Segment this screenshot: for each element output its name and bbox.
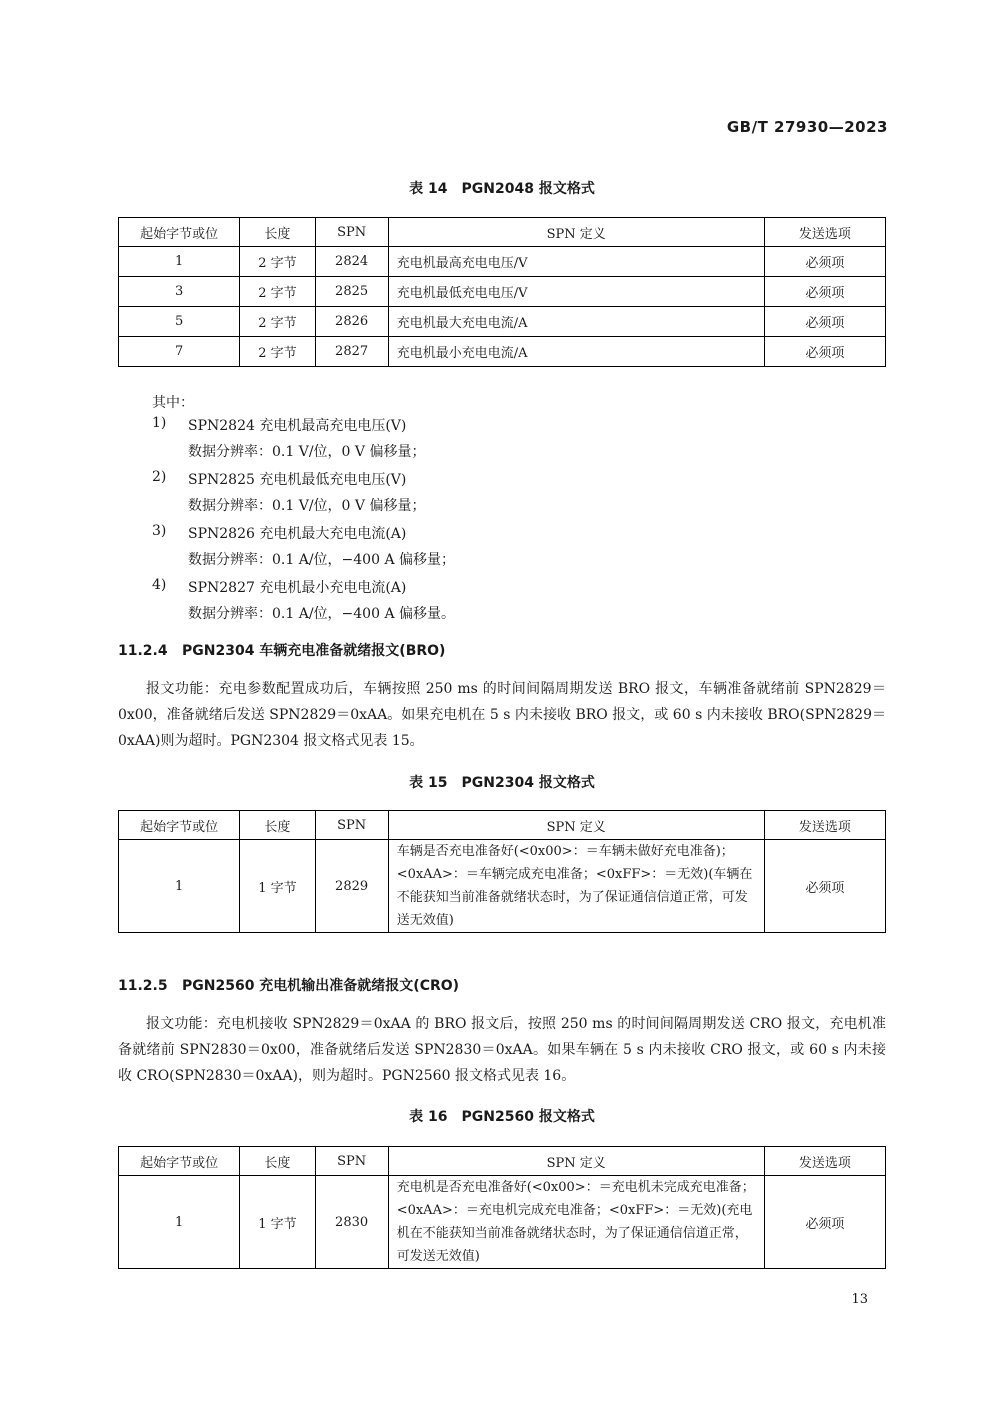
section-heading-bro: [118, 640, 445, 660]
cell-definition: 充电机最大充电电流/A: [388, 307, 764, 337]
cell-start: 1: [119, 840, 240, 933]
note-number: 2): [152, 469, 167, 485]
cell-definition: 车辆是否充电准备好(<0x00>：＝车辆未做好充电准备)；<0xAA>：＝车辆完成充电准备；<0xFF>：＝无效)(车辆在不能获知当前准备就绪状态时，为了保证通信信道正常，可发送无效值): [388, 840, 764, 933]
col-header-spn: SPN: [315, 811, 388, 840]
table-header-row: [119, 218, 886, 247]
cell-spn: 2825: [315, 277, 388, 307]
note-title: SPN2826 充电机最大充电电流(A): [188, 526, 407, 542]
col-header-start: 起始字节或位: [119, 811, 240, 840]
cell-spn: 2824: [315, 247, 388, 277]
col-header-definition: SPN 定义: [388, 811, 764, 840]
note-detail: 数据分辨率：0.1 V/位，0 V 偏移量；: [188, 444, 426, 460]
cell-option: 必须项: [764, 1176, 885, 1269]
cell-length: 1 字节: [240, 1176, 315, 1269]
cell-start: 1: [119, 1176, 240, 1269]
cell-definition: 充电机是否充电准备好(<0x00>：＝充电机未完成充电准备；<0xAA>：＝充电机完成充电准备；<0xFF>：＝无效)(充电机在不能获知当前准备就绪状态时，为了保证通信信道正常，可发送无效值): [388, 1176, 764, 1269]
section-number: 11.2.5: [118, 978, 168, 994]
section-heading-cro: [118, 975, 459, 995]
col-header-definition: SPN 定义: [388, 1147, 764, 1176]
cell-option: 必须项: [764, 277, 885, 307]
note-title: SPN2827 充电机最小充电电流(A): [188, 580, 407, 596]
cell-option: 必须项: [764, 337, 885, 367]
note-detail: 数据分辨率：0.1 A/位，−400 A 偏移量；: [188, 552, 456, 568]
cro-paragraph: 报文功能：充电机接收 SPN2829＝0xAA 的 BRO 报文后，按照 250 ms 的时间间隔周期发送 CRO 报文，充电机准备就绪前 SPN2830＝0x00，准备就绪后发送 SPN2830＝0xAA。如果车辆在 5 s 内未接收 CRO 报文，或 60 s 内未接收 CRO(SPN2830＝0xAA)，则为超时。PGN2560 报文格式见表 16。: [118, 1016, 886, 1084]
note-detail: 数据分辨率：0.1 V/位，0 V 偏移量；: [188, 498, 426, 514]
col-header-length: 长度: [240, 811, 315, 840]
table-16: [118, 1146, 886, 1269]
table-15: [118, 810, 886, 933]
table-row: [119, 840, 886, 933]
col-header-spn: SPN: [315, 218, 388, 247]
cell-length: 2 字节: [240, 247, 315, 277]
cell-definition: 充电机最低充电电压/V: [388, 277, 764, 307]
cell-length: 2 字节: [240, 337, 315, 367]
cell-length: 2 字节: [240, 277, 315, 307]
table-header-row: [119, 811, 886, 840]
note-title: SPN2825 充电机最低充电电压(V): [188, 472, 407, 488]
table-row: [119, 307, 886, 337]
notes-heading: 其中：: [152, 395, 194, 411]
table-row: [119, 247, 886, 277]
cell-start: 3: [119, 277, 240, 307]
col-header-option: 发送选项: [764, 218, 885, 247]
table-14-caption: 表 14 PGN2048 报文格式: [409, 181, 595, 197]
col-header-start: 起始字节或位: [119, 1147, 240, 1176]
note-number: 3): [152, 523, 167, 539]
table-row: [119, 1176, 886, 1269]
col-header-option: 发送选项: [764, 1147, 885, 1176]
cell-spn: 2827: [315, 337, 388, 367]
note-detail: 数据分辨率：0.1 A/位，−400 A 偏移量。: [188, 606, 456, 622]
col-header-spn: SPN: [315, 1147, 388, 1176]
col-header-length: 长度: [240, 218, 315, 247]
col-header-option: 发送选项: [764, 811, 885, 840]
note-number: 1): [152, 415, 167, 431]
section-number: 11.2.4: [118, 643, 168, 659]
cell-start: 1: [119, 247, 240, 277]
cell-start: 5: [119, 307, 240, 337]
table-header-row: [119, 1147, 886, 1176]
table-row: [119, 337, 886, 367]
cell-length: 2 字节: [240, 307, 315, 337]
cell-start: 7: [119, 337, 240, 367]
standard-code: GB/T 27930—2023: [726, 118, 888, 136]
cell-definition: 充电机最高充电电压/V: [388, 247, 764, 277]
note-number: 4): [152, 577, 167, 593]
cell-option: 必须项: [764, 840, 885, 933]
table-16-caption: 表 16 PGN2560 报文格式: [409, 1109, 595, 1125]
cell-spn: 2830: [315, 1176, 388, 1269]
cell-option: 必须项: [764, 307, 885, 337]
cell-spn: 2829: [315, 840, 388, 933]
col-header-length: 长度: [240, 1147, 315, 1176]
page-number: 13: [851, 1292, 868, 1307]
table-14: [118, 217, 886, 367]
cell-spn: 2826: [315, 307, 388, 337]
section-title: PGN2560 充电机输出准备就绪报文(CRO): [182, 978, 460, 994]
cell-length: 1 字节: [240, 840, 315, 933]
col-header-definition: SPN 定义: [388, 218, 764, 247]
cell-option: 必须项: [764, 247, 885, 277]
table-15-caption: 表 15 PGN2304 报文格式: [409, 775, 595, 791]
bro-paragraph: 报文功能：充电参数配置成功后，车辆按照 250 ms 的时间间隔周期发送 BRO 报文，车辆准备就绪前 SPN2829＝0x00，准备就绪后发送 SPN2829＝0xAA。如果充电机在 5 s 内未接收 BRO 报文，或 60 s 内未接收 BRO(SPN2829＝0xAA)则为超时。PGN2304 报文格式见表 15。: [118, 681, 886, 749]
col-header-start: 起始字节或位: [119, 218, 240, 247]
section-title: PGN2304 车辆充电准备就绪报文(BRO): [182, 643, 446, 659]
cell-definition: 充电机最小充电电流/A: [388, 337, 764, 367]
note-title: SPN2824 充电机最高充电电压(V): [188, 418, 407, 434]
table-row: [119, 277, 886, 307]
